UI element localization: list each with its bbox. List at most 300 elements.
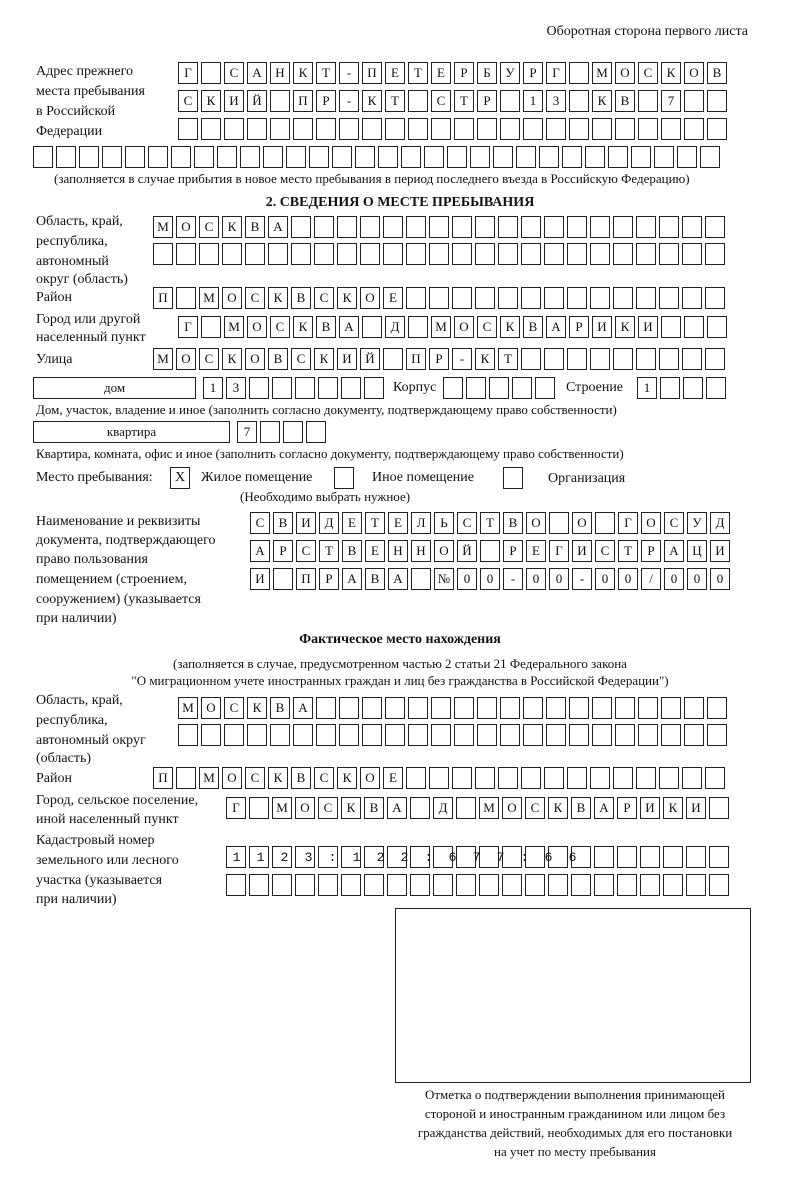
char-cell[interactable] (567, 243, 587, 265)
char-cell[interactable] (341, 874, 361, 896)
char-cell[interactable]: С (291, 348, 311, 370)
char-cell[interactable]: С (250, 512, 270, 534)
char-cell[interactable] (429, 216, 449, 238)
char-cell[interactable] (500, 118, 520, 140)
char-cell[interactable] (408, 118, 428, 140)
char-cell[interactable] (401, 146, 421, 168)
char-cell[interactable]: Г (178, 62, 198, 84)
char-cell[interactable]: К (268, 287, 288, 309)
char-cell[interactable] (615, 697, 635, 719)
char-cell[interactable] (569, 90, 589, 112)
char-cell[interactable] (318, 377, 338, 399)
char-cell[interactable] (452, 287, 472, 309)
char-cell[interactable]: Е (383, 287, 403, 309)
char-cell[interactable] (240, 146, 260, 168)
char-cell[interactable] (659, 287, 679, 309)
char-cell[interactable] (383, 243, 403, 265)
char-cell[interactable] (683, 377, 703, 399)
char-cell[interactable]: В (571, 797, 591, 819)
char-cell[interactable]: А (293, 697, 313, 719)
char-cell[interactable] (270, 118, 290, 140)
char-cell[interactable] (569, 62, 589, 84)
char-cell[interactable] (592, 697, 612, 719)
char-cell[interactable]: Е (431, 62, 451, 84)
char-cell[interactable] (638, 724, 658, 746)
char-cell[interactable] (148, 146, 168, 168)
char-cell[interactable] (410, 797, 430, 819)
char-cell[interactable]: П (362, 62, 382, 84)
document-row-1[interactable] (250, 512, 733, 534)
char-cell[interactable] (521, 767, 541, 789)
char-cell[interactable] (408, 90, 428, 112)
char-cell[interactable] (454, 697, 474, 719)
char-cell[interactable] (569, 724, 589, 746)
char-cell[interactable] (295, 377, 315, 399)
char-cell[interactable]: Й (457, 540, 477, 562)
char-cell[interactable] (493, 146, 513, 168)
char-cell[interactable] (548, 874, 568, 896)
char-cell[interactable] (523, 724, 543, 746)
char-cell[interactable] (429, 243, 449, 265)
char-cell[interactable] (661, 316, 681, 338)
char-cell[interactable]: С (457, 512, 477, 534)
char-cell[interactable] (194, 146, 214, 168)
char-cell[interactable] (659, 243, 679, 265)
char-cell[interactable]: Е (526, 540, 546, 562)
char-cell[interactable] (222, 243, 242, 265)
char-cell[interactable]: 0 (549, 568, 569, 590)
char-cell[interactable] (682, 348, 702, 370)
char-cell[interactable] (360, 243, 380, 265)
char-cell[interactable] (539, 146, 559, 168)
char-cell[interactable] (498, 767, 518, 789)
char-cell[interactable] (408, 697, 428, 719)
char-cell[interactable] (429, 287, 449, 309)
char-cell[interactable]: / (641, 568, 661, 590)
char-cell[interactable] (640, 874, 660, 896)
char-cell[interactable]: М (178, 697, 198, 719)
char-cell[interactable] (470, 146, 490, 168)
char-cell[interactable]: С (199, 216, 219, 238)
char-cell[interactable]: Б (477, 62, 497, 84)
char-cell[interactable]: Г (178, 316, 198, 338)
char-cell[interactable]: С (245, 767, 265, 789)
char-cell[interactable]: Т (365, 512, 385, 534)
char-cell[interactable]: С (296, 540, 316, 562)
char-cell[interactable]: Д (385, 316, 405, 338)
char-cell[interactable]: Е (365, 540, 385, 562)
char-cell[interactable] (544, 767, 564, 789)
char-cell[interactable] (707, 316, 727, 338)
char-cell[interactable]: Т (618, 540, 638, 562)
char-cell[interactable]: К (293, 62, 313, 84)
char-cell[interactable]: Л (411, 512, 431, 534)
char-cell[interactable] (590, 243, 610, 265)
char-cell[interactable]: Т (480, 512, 500, 534)
char-cell[interactable]: И (250, 568, 270, 590)
char-cell[interactable]: Р (316, 90, 336, 112)
char-cell[interactable] (176, 243, 196, 265)
char-cell[interactable] (613, 216, 633, 238)
char-cell[interactable]: Н (270, 62, 290, 84)
char-cell[interactable]: К (663, 797, 683, 819)
char-cell[interactable] (682, 243, 702, 265)
char-cell[interactable] (224, 724, 244, 746)
char-cell[interactable] (521, 243, 541, 265)
char-cell[interactable]: О (222, 287, 242, 309)
char-cell[interactable]: О (572, 512, 592, 534)
char-cell[interactable] (249, 377, 269, 399)
char-cell[interactable] (316, 697, 336, 719)
char-cell[interactable]: - (339, 62, 359, 84)
char-cell[interactable]: В (364, 797, 384, 819)
char-cell[interactable] (293, 724, 313, 746)
char-cell[interactable] (546, 724, 566, 746)
char-cell[interactable]: К (615, 316, 635, 338)
char-cell[interactable] (661, 724, 681, 746)
char-cell[interactable]: № (434, 568, 454, 590)
char-cell[interactable] (707, 90, 727, 112)
char-cell[interactable]: Т (408, 62, 428, 84)
char-cell[interactable] (201, 118, 221, 140)
char-cell[interactable] (684, 724, 704, 746)
char-cell[interactable]: И (686, 797, 706, 819)
char-cell[interactable]: М (272, 797, 292, 819)
korpus-row[interactable] (443, 377, 558, 399)
char-cell[interactable] (638, 90, 658, 112)
char-cell[interactable] (270, 724, 290, 746)
char-cell[interactable]: С (314, 767, 334, 789)
char-cell[interactable]: - (503, 568, 523, 590)
char-cell[interactable] (362, 724, 382, 746)
char-cell[interactable] (247, 724, 267, 746)
char-cell[interactable] (360, 216, 380, 238)
char-cell[interactable] (406, 243, 426, 265)
char-cell[interactable]: М (431, 316, 451, 338)
char-cell[interactable] (594, 874, 614, 896)
actual-region-row-2[interactable] (178, 724, 730, 746)
char-cell[interactable]: А (250, 540, 270, 562)
char-cell[interactable]: М (199, 767, 219, 789)
char-cell[interactable]: С (199, 348, 219, 370)
char-cell[interactable] (456, 874, 476, 896)
cadastre-row-2[interactable] (226, 874, 732, 896)
char-cell[interactable] (332, 146, 352, 168)
region-row-1[interactable] (153, 216, 728, 238)
char-cell[interactable] (176, 767, 196, 789)
char-cell[interactable] (385, 118, 405, 140)
char-cell[interactable] (314, 216, 334, 238)
char-cell[interactable] (102, 146, 122, 168)
char-cell[interactable] (318, 874, 338, 896)
char-cell[interactable]: С (664, 512, 684, 534)
char-cell[interactable]: М (592, 62, 612, 84)
char-cell[interactable] (707, 118, 727, 140)
char-cell[interactable] (201, 62, 221, 84)
char-cell[interactable] (521, 216, 541, 238)
char-cell[interactable]: 0 (457, 568, 477, 590)
char-cell[interactable] (590, 216, 610, 238)
char-cell[interactable] (523, 118, 543, 140)
char-cell[interactable] (659, 216, 679, 238)
char-cell[interactable]: С (595, 540, 615, 562)
char-cell[interactable]: М (479, 797, 499, 819)
char-cell[interactable]: М (199, 287, 219, 309)
char-cell[interactable]: А (247, 62, 267, 84)
char-cell[interactable] (636, 348, 656, 370)
char-cell[interactable] (339, 697, 359, 719)
char-cell[interactable]: С (318, 797, 338, 819)
char-cell[interactable]: П (406, 348, 426, 370)
char-cell[interactable]: Е (342, 512, 362, 534)
char-cell[interactable] (339, 724, 359, 746)
char-cell[interactable] (479, 874, 499, 896)
char-cell[interactable] (452, 767, 472, 789)
document-row-3[interactable] (250, 568, 733, 590)
char-cell[interactable] (443, 377, 463, 399)
char-cell[interactable] (387, 874, 407, 896)
previous-address-row-1[interactable] (178, 62, 730, 84)
char-cell[interactable] (410, 874, 430, 896)
char-cell[interactable] (500, 90, 520, 112)
char-cell[interactable]: Р (273, 540, 293, 562)
char-cell[interactable] (176, 287, 196, 309)
char-cell[interactable]: Е (388, 512, 408, 534)
char-cell[interactable]: Й (360, 348, 380, 370)
char-cell[interactable]: Г (546, 62, 566, 84)
char-cell[interactable]: М (153, 216, 173, 238)
char-cell[interactable] (477, 118, 497, 140)
char-cell[interactable] (613, 348, 633, 370)
char-cell[interactable]: О (247, 316, 267, 338)
char-cell[interactable] (659, 348, 679, 370)
char-cell[interactable] (454, 724, 474, 746)
char-cell[interactable] (249, 797, 269, 819)
char-cell[interactable]: В (615, 90, 635, 112)
char-cell[interactable] (337, 243, 357, 265)
char-cell[interactable] (684, 118, 704, 140)
char-cell[interactable] (362, 697, 382, 719)
previous-address-row-3[interactable] (178, 118, 730, 140)
char-cell[interactable]: О (641, 512, 661, 534)
char-cell[interactable] (270, 90, 290, 112)
char-cell[interactable] (659, 767, 679, 789)
char-cell[interactable]: М (153, 348, 173, 370)
char-cell[interactable]: А (339, 316, 359, 338)
char-cell[interactable]: К (337, 767, 357, 789)
char-cell[interactable]: В (365, 568, 385, 590)
char-cell[interactable] (549, 512, 569, 534)
char-cell[interactable] (686, 874, 706, 896)
char-cell[interactable] (452, 216, 472, 238)
char-cell[interactable]: Ь (434, 512, 454, 534)
char-cell[interactable] (502, 874, 522, 896)
char-cell[interactable] (571, 874, 591, 896)
char-cell[interactable] (567, 767, 587, 789)
char-cell[interactable]: В (273, 512, 293, 534)
char-cell[interactable] (684, 316, 704, 338)
char-cell[interactable]: А (387, 797, 407, 819)
previous-address-row-2[interactable] (178, 90, 730, 112)
char-cell[interactable]: К (341, 797, 361, 819)
char-cell[interactable] (615, 724, 635, 746)
char-cell[interactable]: Р (477, 90, 497, 112)
char-cell[interactable]: Р (454, 62, 474, 84)
char-cell[interactable]: К (592, 90, 612, 112)
char-cell[interactable]: В (245, 216, 265, 238)
char-cell[interactable]: С (270, 316, 290, 338)
street-row[interactable] (153, 348, 728, 370)
char-cell[interactable] (268, 243, 288, 265)
char-cell[interactable] (291, 243, 311, 265)
char-cell[interactable]: И (592, 316, 612, 338)
char-cell[interactable] (247, 118, 267, 140)
char-cell[interactable]: 3 (226, 377, 246, 399)
char-cell[interactable]: В (523, 316, 543, 338)
char-cell[interactable]: Р (523, 62, 543, 84)
char-cell[interactable] (661, 697, 681, 719)
char-cell[interactable] (378, 146, 398, 168)
char-cell[interactable] (684, 697, 704, 719)
district-row[interactable] (153, 287, 728, 309)
char-cell[interactable] (424, 146, 444, 168)
char-cell[interactable] (613, 243, 633, 265)
char-cell[interactable]: Н (388, 540, 408, 562)
actual-region-row-1[interactable] (178, 697, 730, 719)
char-cell[interactable] (431, 724, 451, 746)
char-cell[interactable] (341, 377, 361, 399)
char-cell[interactable] (475, 216, 495, 238)
char-cell[interactable]: П (153, 767, 173, 789)
char-cell[interactable] (684, 90, 704, 112)
char-cell[interactable] (521, 348, 541, 370)
char-cell[interactable] (249, 874, 269, 896)
char-cell[interactable]: О (454, 316, 474, 338)
char-cell[interactable]: А (268, 216, 288, 238)
char-cell[interactable] (362, 118, 382, 140)
char-cell[interactable] (406, 767, 426, 789)
char-cell[interactable] (153, 243, 173, 265)
char-cell[interactable] (489, 377, 509, 399)
char-cell[interactable] (705, 287, 725, 309)
char-cell[interactable] (613, 287, 633, 309)
char-cell[interactable]: А (546, 316, 566, 338)
char-cell[interactable] (295, 874, 315, 896)
char-cell[interactable]: П (296, 568, 316, 590)
char-cell[interactable] (316, 724, 336, 746)
char-cell[interactable] (224, 118, 244, 140)
char-cell[interactable] (613, 767, 633, 789)
char-cell[interactable]: - (452, 348, 472, 370)
char-cell[interactable]: К (293, 316, 313, 338)
char-cell[interactable] (199, 243, 219, 265)
char-cell[interactable]: К (222, 348, 242, 370)
char-cell[interactable] (500, 697, 520, 719)
char-cell[interactable]: И (224, 90, 244, 112)
char-cell[interactable] (709, 797, 729, 819)
char-cell[interactable]: Г (226, 797, 246, 819)
char-cell[interactable]: Д (319, 512, 339, 534)
char-cell[interactable]: Р (503, 540, 523, 562)
document-row-2[interactable] (250, 540, 733, 562)
char-cell[interactable] (79, 146, 99, 168)
char-cell[interactable]: К (362, 90, 382, 112)
char-cell[interactable]: О (434, 540, 454, 562)
char-cell[interactable] (636, 287, 656, 309)
char-cell[interactable]: Р (429, 348, 449, 370)
char-cell[interactable]: В (270, 697, 290, 719)
char-cell[interactable]: Г (618, 512, 638, 534)
char-cell[interactable]: В (342, 540, 362, 562)
char-cell[interactable]: К (548, 797, 568, 819)
char-cell[interactable] (707, 724, 727, 746)
char-cell[interactable] (705, 243, 725, 265)
char-cell[interactable]: О (176, 216, 196, 238)
char-cell[interactable] (700, 146, 720, 168)
char-cell[interactable] (316, 118, 336, 140)
char-cell[interactable]: О (295, 797, 315, 819)
char-cell[interactable]: Р (319, 568, 339, 590)
char-cell[interactable]: 0 (687, 568, 707, 590)
char-cell[interactable] (705, 216, 725, 238)
char-cell[interactable]: О (502, 797, 522, 819)
building-row[interactable] (637, 377, 729, 399)
char-cell[interactable]: К (314, 348, 334, 370)
char-cell[interactable] (245, 243, 265, 265)
char-cell[interactable] (454, 118, 474, 140)
char-cell[interactable] (636, 767, 656, 789)
char-cell[interactable] (475, 767, 495, 789)
city-row[interactable] (178, 316, 730, 338)
char-cell[interactable] (590, 348, 610, 370)
char-cell[interactable]: - (339, 90, 359, 112)
char-cell[interactable]: 7 (661, 90, 681, 112)
char-cell[interactable] (217, 146, 237, 168)
char-cell[interactable] (705, 348, 725, 370)
char-cell[interactable] (636, 216, 656, 238)
char-cell[interactable]: 1 (523, 90, 543, 112)
char-cell[interactable]: С (314, 287, 334, 309)
char-cell[interactable] (306, 421, 326, 443)
apartment-number-row[interactable] (237, 421, 329, 443)
char-cell[interactable] (480, 540, 500, 562)
char-cell[interactable] (608, 146, 628, 168)
char-cell[interactable]: О (526, 512, 546, 534)
char-cell[interactable] (364, 874, 384, 896)
char-cell[interactable]: С (525, 797, 545, 819)
char-cell[interactable]: О (245, 348, 265, 370)
char-cell[interactable] (500, 724, 520, 746)
char-cell[interactable]: О (360, 767, 380, 789)
char-cell[interactable] (590, 287, 610, 309)
char-cell[interactable] (525, 874, 545, 896)
char-cell[interactable] (408, 724, 428, 746)
char-cell[interactable] (475, 287, 495, 309)
char-cell[interactable] (291, 216, 311, 238)
char-cell[interactable]: 0 (526, 568, 546, 590)
char-cell[interactable] (385, 724, 405, 746)
char-cell[interactable] (362, 316, 382, 338)
char-cell[interactable] (544, 287, 564, 309)
char-cell[interactable] (56, 146, 76, 168)
house-type-field[interactable]: дом (33, 377, 196, 399)
char-cell[interactable]: С (224, 62, 244, 84)
char-cell[interactable] (273, 568, 293, 590)
char-cell[interactable]: Н (411, 540, 431, 562)
char-cell[interactable] (477, 724, 497, 746)
char-cell[interactable]: 0 (595, 568, 615, 590)
char-cell[interactable]: Т (319, 540, 339, 562)
